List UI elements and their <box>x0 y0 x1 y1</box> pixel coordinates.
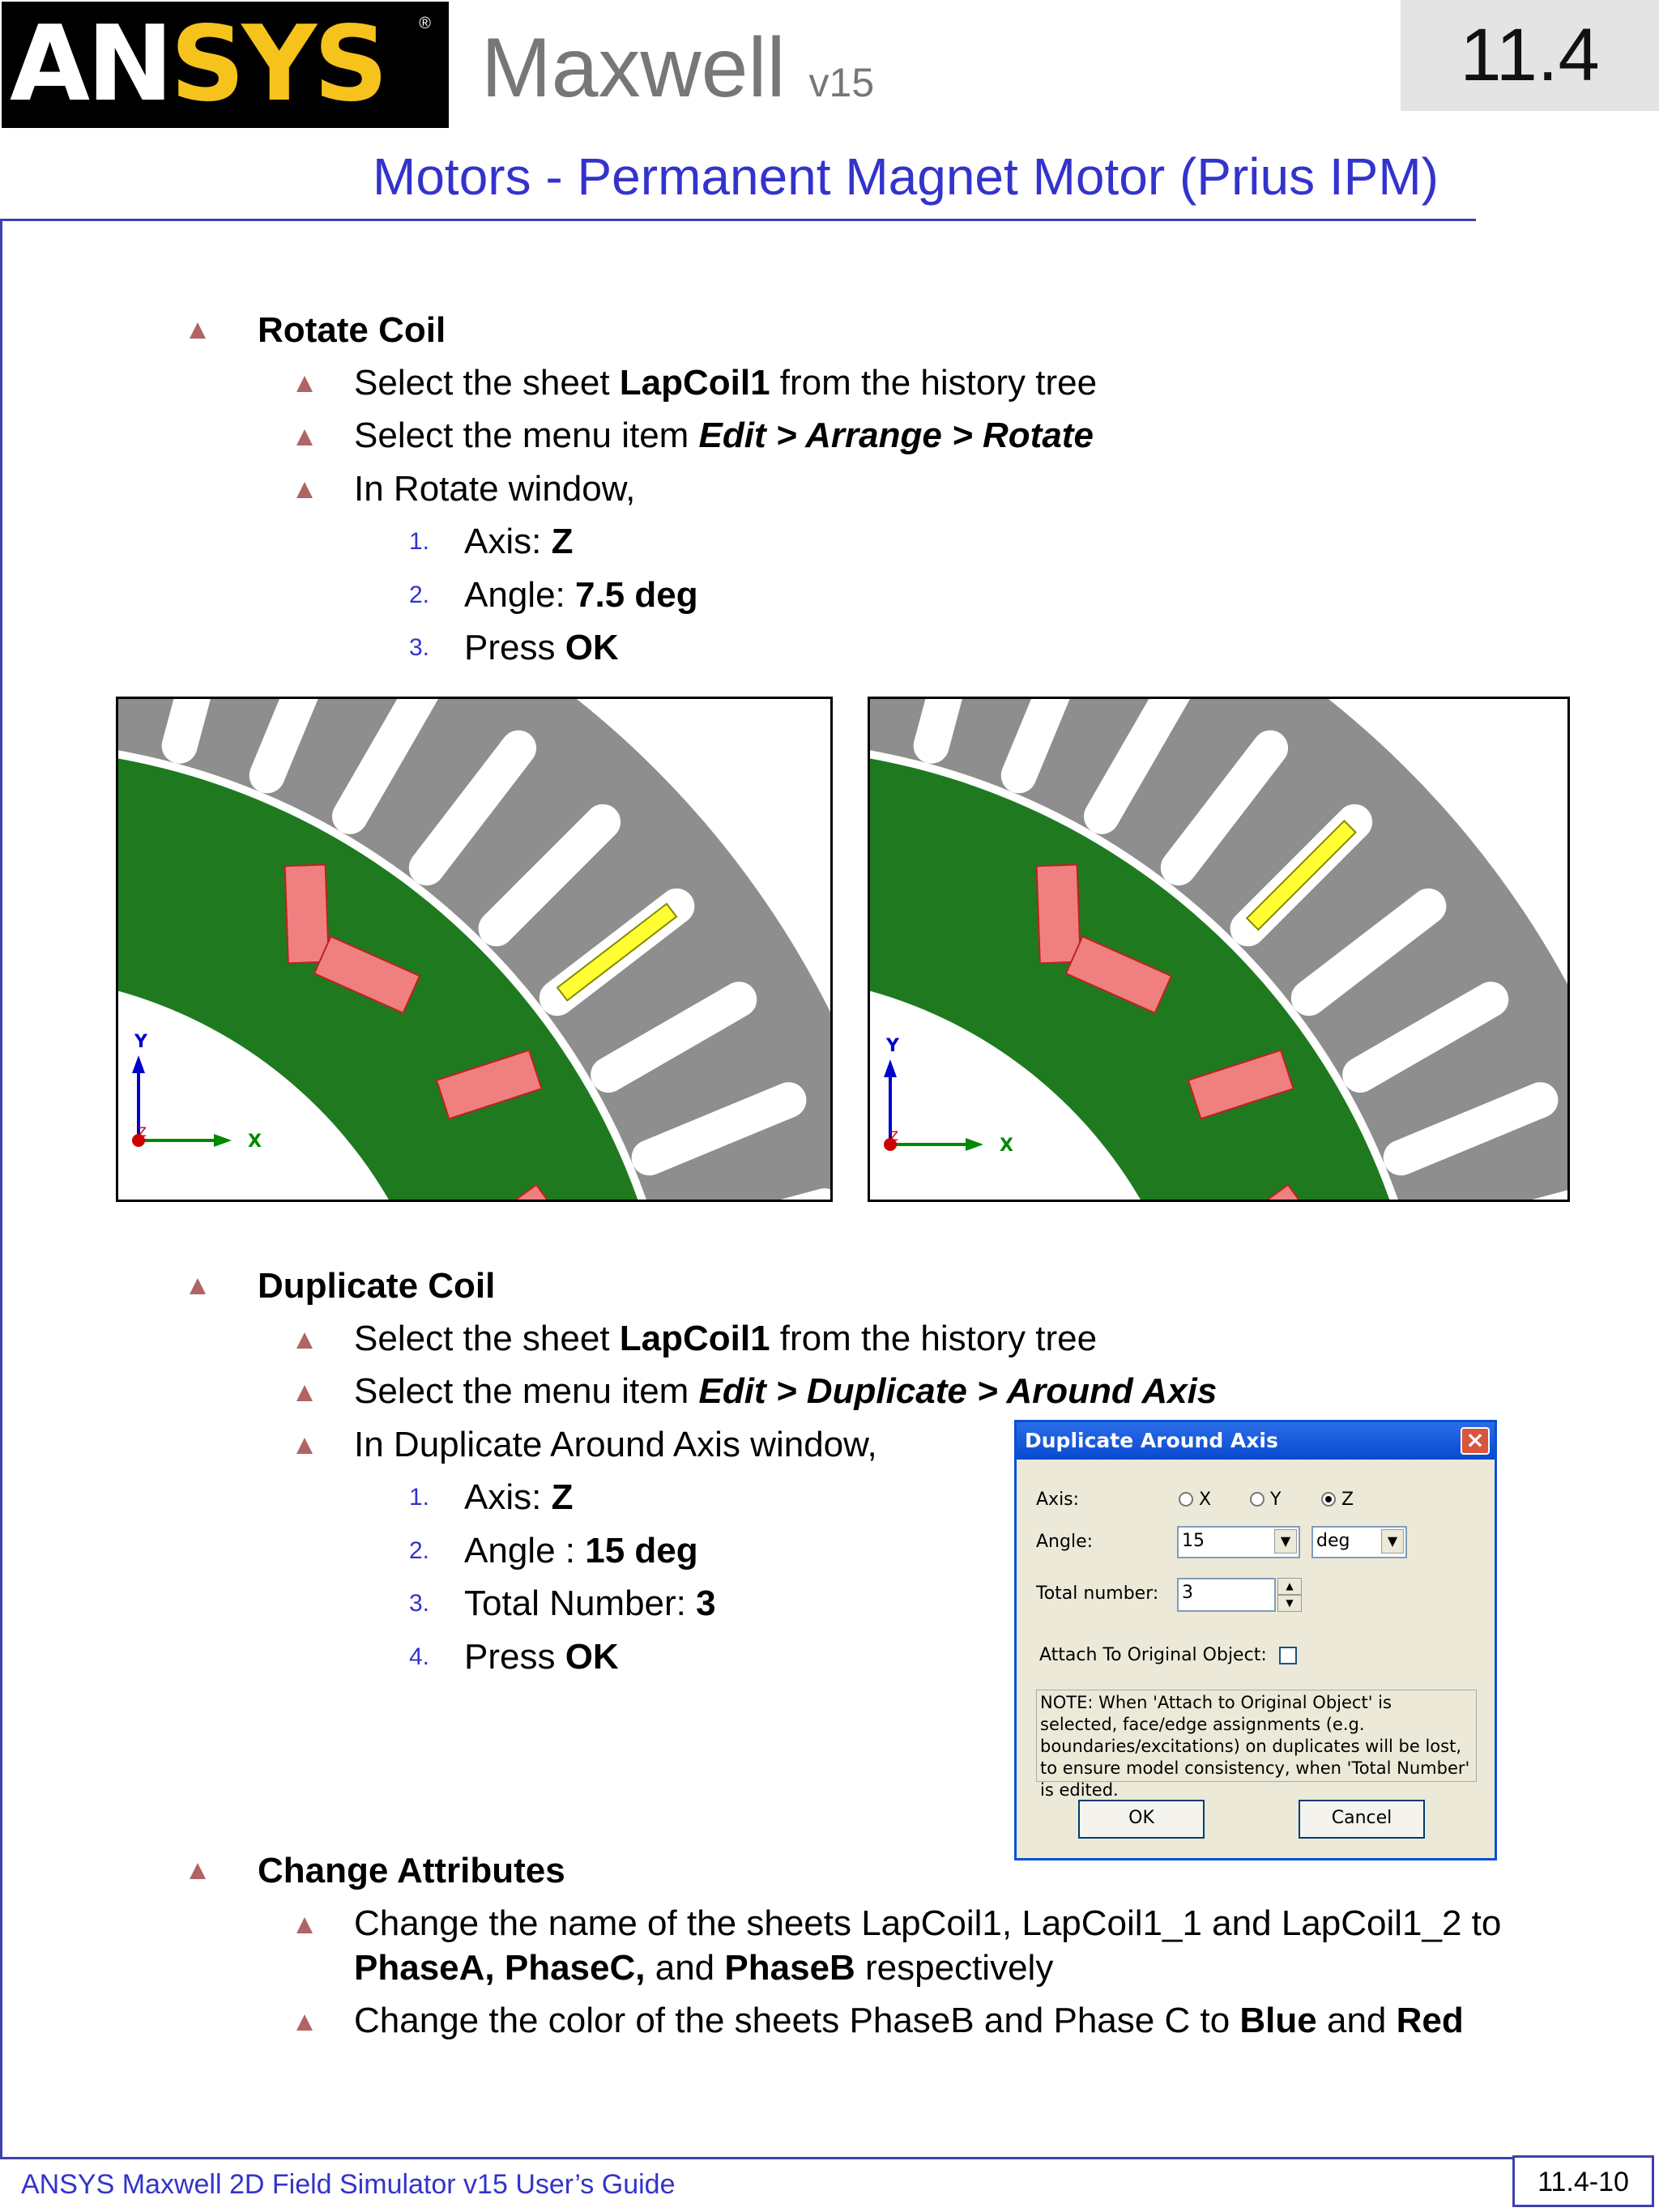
cancel-button[interactable]: Cancel <box>1299 1800 1425 1839</box>
total-number-label: Total number: <box>1036 1583 1159 1604</box>
bullet-icon <box>190 1863 206 1879</box>
attach-checkbox[interactable] <box>1279 1647 1297 1664</box>
footer-guide-title: ANSYS Maxwell 2D Field Simulator v15 User’s Guide <box>21 2169 676 2200</box>
rotate-step-menu: Select the menu item Edit > Arrange > Rotate <box>354 416 1094 455</box>
axis-z-label: Z <box>889 1128 898 1144</box>
duplicate-axis: Axis: Z <box>464 1477 574 1517</box>
footer-divider <box>0 2157 1515 2159</box>
page-title: Motors - Permanent Magnet Motor (Prius IPM) <box>373 147 1439 206</box>
bullet-icon <box>190 322 206 339</box>
rotate-heading: Rotate Coil <box>258 310 446 350</box>
duplicate-step-window: In Duplicate Around Axis window, <box>354 1425 877 1464</box>
attach-label: Attach To Original Object: <box>1039 1645 1267 1665</box>
list-number: 2. <box>409 582 430 608</box>
list-number: 2. <box>409 1537 430 1564</box>
spin-down-icon[interactable]: ▼ <box>1277 1595 1302 1612</box>
bullet-icon <box>296 2014 313 2031</box>
axis-label: Axis: <box>1036 1490 1080 1510</box>
angle-unit-select[interactable]: deg ▼ <box>1311 1526 1407 1558</box>
ansys-logo <box>2 2 449 128</box>
left-border <box>0 219 2 2159</box>
axis-x-label: X <box>1000 1136 1013 1156</box>
attributes-heading: Change Attributes <box>258 1851 565 1890</box>
rotate-step-window: In Rotate window, <box>354 469 636 509</box>
bullet-icon <box>296 1917 313 1933</box>
ansys-logo-text: ANSYS <box>10 4 386 125</box>
bullet-icon <box>296 1332 313 1349</box>
rotate-angle: Angle: 7.5 deg <box>464 575 698 615</box>
angle-select[interactable]: 15 ▼ <box>1177 1526 1300 1558</box>
duplicate-press-ok: Press OK <box>464 1637 619 1677</box>
list-number: 4. <box>409 1643 430 1670</box>
attributes-color: Change the color of the sheets PhaseB and Phase C to Blue and Red <box>354 2001 1464 2040</box>
bullet-icon <box>296 1385 313 1401</box>
rotate-step-select-sheet: Select the sheet LapCoil1 from the history tree <box>354 363 1098 403</box>
axis-z-label: Z <box>138 1124 147 1140</box>
axis-x-label: X <box>248 1132 262 1152</box>
registered-mark: ® <box>419 15 431 32</box>
page-number-box <box>1512 2155 1654 2207</box>
dialog-note: NOTE: When 'Attach to Original Object' is selected, face/edge assignments (e.g. boundaries/excitations) on duplicates will be lost, to ensure model consistency, when 'Total Number' is edited. <box>1036 1690 1477 1782</box>
rotate-axis: Axis: Z <box>464 522 574 561</box>
motor-before-image <box>116 697 833 1202</box>
duplicate-step-menu: Select the menu item Edit > Duplicate > Around Axis <box>354 1371 1218 1411</box>
dialog-title: Duplicate Around Axis <box>1025 1429 1278 1452</box>
list-number: 3. <box>409 1590 430 1617</box>
product-name: Maxwell v15 <box>481 21 875 115</box>
duplicate-total-number: Total Number: 3 <box>464 1583 716 1623</box>
chevron-down-icon[interactable]: ▼ <box>1381 1529 1404 1554</box>
axis-x-radio[interactable] <box>1179 1492 1193 1507</box>
bullet-icon <box>296 1438 313 1454</box>
bullet-icon <box>296 376 313 392</box>
axis-y-radio[interactable] <box>1250 1492 1265 1507</box>
header-divider <box>0 219 1476 221</box>
bullet-icon <box>296 429 313 445</box>
duplicate-heading: Duplicate Coil <box>258 1266 496 1306</box>
duplicate-angle: Angle : 15 deg <box>464 1531 698 1571</box>
axis-y-label: Y <box>886 1036 899 1056</box>
angle-label: Angle: <box>1036 1532 1094 1552</box>
attributes-rename: Change the name of the sheets LapCoil1, LapCoil1_1 and LapCoil1_2 to <box>354 1903 1502 1943</box>
list-number: 1. <box>409 1484 430 1511</box>
axis-x-label: X <box>1199 1490 1212 1510</box>
list-number: 1. <box>409 528 430 555</box>
axis-y-label: Y <box>1270 1490 1282 1510</box>
spin-up-icon[interactable]: ▲ <box>1277 1578 1302 1595</box>
duplicate-step-select-sheet: Select the sheet LapCoil1 from the history tree <box>354 1319 1098 1358</box>
axis-z-radio[interactable] <box>1321 1492 1336 1507</box>
duplicate-around-axis-dialog <box>1014 1420 1497 1860</box>
dialog-titlebar[interactable] <box>1017 1422 1495 1460</box>
ok-button[interactable]: OK <box>1078 1800 1205 1839</box>
axis-y-label: Y <box>134 1032 147 1052</box>
rotate-press-ok: Press OK <box>464 628 619 667</box>
bullet-icon <box>296 482 313 498</box>
bullet-icon <box>190 1278 206 1294</box>
page-number: 11.4-10 <box>1537 2167 1629 2197</box>
list-number: 3. <box>409 634 430 661</box>
close-icon[interactable]: × <box>1461 1427 1490 1455</box>
motor-after-image <box>868 697 1570 1202</box>
axis-z-label: Z <box>1341 1490 1354 1510</box>
attributes-rename-cont: PhaseA, PhaseC, and PhaseB respectively <box>354 1948 1054 1988</box>
chevron-down-icon[interactable]: ▼ <box>1274 1529 1297 1554</box>
total-number-field[interactable]: 3 <box>1177 1578 1276 1612</box>
section-badge <box>1401 0 1659 111</box>
product-version: v15 <box>808 60 875 105</box>
section-number: 11.4 <box>1460 14 1600 96</box>
